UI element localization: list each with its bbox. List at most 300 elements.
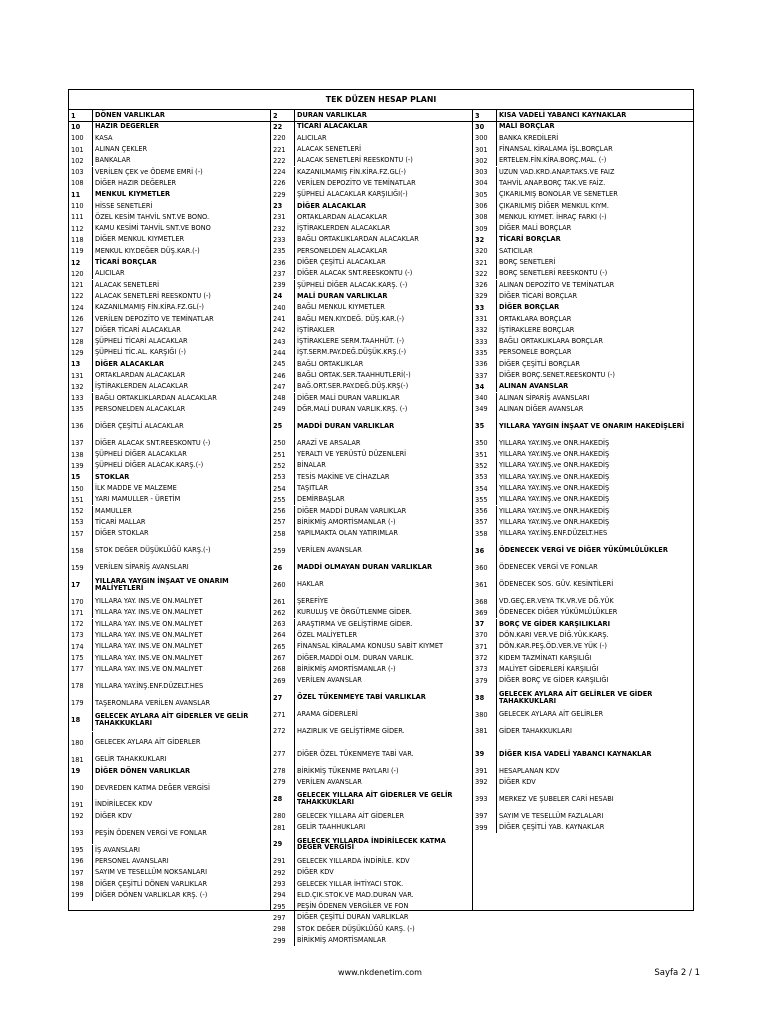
account-code: 391: [473, 765, 497, 776]
account-code: 190: [69, 777, 93, 800]
account-group-row: [271, 415, 472, 438]
account-row: [473, 517, 693, 528]
account-row: [271, 619, 472, 630]
account-row: [473, 268, 693, 279]
account-code: 173: [69, 630, 93, 641]
account-code: 291: [271, 856, 295, 867]
account-name: BİRİKMİŞ AMORTİSMANLAR (-): [297, 517, 396, 526]
account-code: 36: [473, 539, 497, 562]
account-name: ALACAK SENETLERİ REESKONTU (-): [95, 291, 211, 300]
account-name: YILLARA YAY.INŞ.ve ONR.HAKEDİŞ: [499, 472, 610, 481]
account-code: 100: [69, 133, 93, 144]
account-code: 174: [69, 641, 93, 652]
account-code: 254: [271, 483, 295, 494]
account-row: [69, 619, 270, 630]
account-row: [271, 381, 472, 392]
account-row: [271, 890, 472, 901]
account-code: 397: [473, 811, 497, 822]
account-code: 226: [271, 178, 295, 189]
account-row: [69, 178, 270, 189]
account-name: YILLARA YAY.INŞ.ve ONR.HAKEDİŞ: [499, 450, 610, 459]
account-group-row: [69, 573, 270, 596]
account-name: DÖN.KAR.PEŞ.ÖD.VER.VE YÜK (-): [499, 642, 607, 651]
account-code: 337: [473, 370, 497, 381]
account-name: ALINAN SİPARİŞ AVANSLARI: [499, 393, 590, 402]
account-code: 340: [473, 393, 497, 404]
account-row: [473, 472, 693, 483]
account-name: YILLARA YAY.INŞ.ve ONR.HAKEDİŞ: [499, 506, 610, 515]
account-name: DİĞER MALİ DURAN VARLIKLAR: [297, 393, 400, 402]
account-code: 10: [69, 121, 93, 132]
account-name: HİSSE SENETLERİ: [95, 201, 153, 210]
account-name: DÖNEN VARLIKLAR: [95, 111, 165, 120]
account-row: [69, 856, 270, 867]
account-row: [473, 811, 693, 822]
account-code: 175: [69, 652, 93, 663]
account-name: YILLARA YAY. INS.VE ON.MALIYET: [95, 642, 203, 651]
account-code: 159: [69, 562, 93, 573]
account-code: 181: [69, 754, 93, 765]
account-name: BAĞLI MENKUL KIYMETLER: [297, 303, 385, 312]
account-row: [473, 720, 693, 743]
account-name: HAZIR DEĞERLER: [95, 122, 159, 131]
account-code: 320: [473, 246, 497, 257]
account-code: 360: [473, 562, 497, 573]
account-name: STOK DEĞER DÜŞÜKLÜĞÜ KARŞ.(-): [95, 546, 211, 555]
account-code: 38: [473, 686, 497, 709]
account-code: 302: [473, 155, 497, 166]
account-code: 261: [271, 596, 295, 607]
account-name: DİĞER ALACAKLAR: [297, 201, 367, 210]
account-code: 351: [473, 449, 497, 460]
account-name: MERKEZ VE ŞUBELER CARİ HESABI: [499, 794, 614, 803]
account-code: 265: [271, 641, 295, 652]
account-name: PEŞİN ÖDENEN VERGİLER VE FON: [297, 902, 409, 911]
account-name: STOK DEĞER DÜŞÜKLÜĞÜ KARŞ. (-): [297, 924, 415, 933]
account-row: [69, 449, 270, 460]
account-name: BAĞ.ORT.SER.PAY.DEĞ.DÜŞ.KRŞ(-): [297, 382, 409, 391]
account-row: [473, 562, 693, 573]
account-code: 370: [473, 630, 497, 641]
account-group-row: [271, 200, 472, 211]
account-name: YILLARA YAY.INŞ.ve ONR.HAKEDİŞ: [499, 517, 610, 526]
account-row: [473, 347, 693, 358]
account-code: 262: [271, 607, 295, 618]
account-row: [473, 596, 693, 607]
account-code: 298: [271, 924, 295, 935]
account-code: 128: [69, 336, 93, 347]
account-code: 321: [473, 257, 497, 268]
account-row: [271, 664, 472, 675]
account-code: 120: [69, 268, 93, 279]
account-code: 331: [473, 313, 497, 324]
account-code: 252: [271, 460, 295, 471]
account-code: 191: [69, 799, 93, 810]
account-name: BAĞLI ORTAK.SER.TAAHHUTLERİ(-): [297, 371, 411, 380]
account-code: 29: [271, 833, 295, 856]
account-row: [473, 777, 693, 788]
account-row: [271, 438, 472, 449]
account-name: ÖZEL TÜKENMEYE TABİ VARLIKLAR: [297, 693, 426, 702]
account-name: DİĞER BORÇ VE GİDER KARŞILIĞI: [499, 676, 609, 685]
account-name: ŞÜPHELİ ALACAKLAR KARŞILIĞI(-): [297, 190, 408, 199]
account-name: İNDİRİLECEK KDV: [95, 800, 153, 809]
account-code: 39: [473, 743, 497, 766]
account-code: 297: [271, 912, 295, 923]
account-group-row: [473, 302, 693, 313]
account-code: 257: [271, 517, 295, 528]
account-code: 220: [271, 133, 295, 144]
account-code: 322: [473, 268, 497, 279]
account-row: [473, 641, 693, 652]
account-row: [271, 223, 472, 234]
account-name: GELECEK YILLARA AİT GİDERLER VE GELİR TAHAKKUKLARI: [297, 791, 453, 807]
account-name: TİCARİ BORÇLAR: [499, 235, 561, 244]
account-row: [473, 765, 693, 776]
account-row: [69, 325, 270, 336]
account-code: 392: [473, 777, 497, 788]
account-code: 108: [69, 178, 93, 189]
account-row: [271, 325, 472, 336]
account-row: [271, 359, 472, 370]
account-name: GELECEK AYLARA AİT GİDERLER: [95, 738, 201, 747]
account-code: 197: [69, 867, 93, 878]
account-row: [271, 867, 472, 878]
account-row: [69, 494, 270, 505]
account-row: [473, 438, 693, 449]
account-code: 336: [473, 359, 497, 370]
account-row: [69, 404, 270, 415]
account-code: 292: [271, 867, 295, 878]
account-code: 192: [69, 811, 93, 822]
account-code: 1: [69, 110, 93, 121]
account-name: DİĞER.MADDİ OLM. DURAN VARLIK.: [297, 653, 414, 662]
account-code: 256: [271, 506, 295, 517]
account-code: 309: [473, 223, 497, 234]
account-code: 199: [69, 890, 93, 901]
account-row: [271, 472, 472, 483]
account-code: 239: [271, 280, 295, 291]
account-name: ARAMA GİDERLERİ: [297, 710, 358, 719]
account-code: 355: [473, 494, 497, 505]
account-name: UZUN VAD.KRD.ANAP.TAKS.VE FAIZ: [499, 167, 615, 176]
account-code: 235: [271, 246, 295, 257]
account-code: 350: [473, 438, 497, 449]
account-name: DİĞER ALACAK SNT.REESKONTU (-): [95, 438, 211, 447]
account-code: 139: [69, 460, 93, 471]
account-row: [473, 336, 693, 347]
account-name: DİĞER ÇEŞİTLİ DURAN VARLIKLAR: [297, 913, 409, 922]
account-name: MAMULLER: [95, 506, 132, 515]
account-name: SATICILAR: [499, 246, 533, 255]
account-code: 132: [69, 381, 93, 392]
account-row: [271, 901, 472, 912]
account-name: GELİR TAHAKKUKLARI: [95, 755, 167, 764]
account-name: PERSONEL AVANSLARI: [95, 856, 169, 865]
account-code: 101: [69, 144, 93, 155]
account-row: [69, 641, 270, 652]
account-code: 304: [473, 178, 497, 189]
account-row: [271, 494, 472, 505]
column-fixed-assets: [271, 110, 473, 945]
account-row: [271, 517, 472, 528]
account-row: [473, 822, 693, 833]
account-code: 250: [271, 438, 295, 449]
account-name: ALACAK SENETLERİ REESKONTU (-): [297, 156, 413, 165]
account-name: TAHVİL ANAP.BORÇ TAK.VE FAİZ.: [499, 178, 606, 187]
account-row: [271, 347, 472, 358]
account-row: [69, 234, 270, 245]
account-name: BORÇ VE GİDER KARŞILIKLARI: [499, 619, 611, 628]
account-name: PERSONELE BORÇLAR: [499, 348, 572, 357]
account-code: 303: [473, 167, 497, 178]
account-name: DURAN VARLIKLAR: [297, 111, 367, 120]
account-code: 34: [473, 381, 497, 392]
account-name: KIDEM TAZMİNATI KARŞILIĞI: [499, 653, 592, 662]
account-code: 379: [473, 675, 497, 686]
account-code: 11: [69, 189, 93, 200]
account-name: ŞÜPHELİ DİĞER ALACAKLAR: [95, 450, 187, 459]
account-name: YILLARA YAY. INS.VE ON.MALIYET: [95, 597, 203, 606]
account-name: İŞTİRAKLERDEN ALACAKLAR: [95, 382, 189, 391]
account-name: BİRİKMİŞ AMORTİSMANLAR: [297, 936, 386, 945]
account-name: DİĞER MENKUL KIYMETLER: [95, 235, 185, 244]
account-row: [473, 483, 693, 494]
account-row: [271, 313, 472, 324]
account-name: BANKALAR: [95, 156, 131, 165]
account-row: [69, 777, 270, 800]
account-code: 19: [69, 765, 93, 776]
account-name: ÖZEL MALİYETLER: [297, 630, 358, 639]
account-row: [473, 246, 693, 257]
account-name: MENKUL KIYMET. İHRAÇ FARKI (-): [499, 212, 607, 221]
account-code: 195: [69, 845, 93, 856]
account-row: [69, 415, 270, 438]
account-name: DİĞER ÖZEL TÜKENMEYE TABİ VAR.: [297, 749, 414, 758]
account-code: 333: [473, 336, 497, 347]
account-name: FİNANSAL KİRALAMA KONUSU SABİT KIYMET: [297, 642, 444, 651]
account-code: 380: [473, 709, 497, 720]
account-row: [69, 867, 270, 878]
account-code: 129: [69, 347, 93, 358]
account-row: [69, 167, 270, 178]
account-row: [69, 562, 270, 573]
account-row: [69, 370, 270, 381]
account-code: 358: [473, 528, 497, 539]
account-name: GELECEK YILLARDA İNDİRİLECEK KATMA DEĞER VERGİSİ: [297, 836, 446, 852]
account-code: 294: [271, 890, 295, 901]
account-code: 233: [271, 234, 295, 245]
account-name: YILLARA YAYGIN İNŞAAT VE ONARIM MALİYETLERİ: [95, 576, 229, 592]
account-name: SAYIM VE TESELLÜM NOKSANLARI: [95, 868, 208, 877]
account-group-row: [473, 743, 693, 766]
account-row: [473, 494, 693, 505]
account-code: 37: [473, 619, 497, 630]
account-code: 272: [271, 720, 295, 743]
account-name: İŞT.SERM.PAY.DEĞ.DÜŞÜK.KRŞ.(-): [297, 348, 407, 357]
account-name: ALINAN ÇEKLER: [95, 145, 148, 154]
account-row: [69, 675, 270, 698]
account-row: [473, 370, 693, 381]
account-code: 242: [271, 325, 295, 336]
account-row: [69, 336, 270, 347]
account-row: [271, 675, 472, 686]
account-name: ORTAKLARDAN ALACAKLAR: [297, 212, 388, 221]
account-name: BİRİKMİŞ TÜKENME PAYLARI (-): [297, 766, 399, 775]
account-name: HAKLAR: [297, 580, 324, 589]
account-code: 259: [271, 539, 295, 562]
account-name: YILLARA YAY.INŞ.ve ONR.HAKEDİŞ: [499, 495, 610, 504]
account-code: 236: [271, 257, 295, 268]
account-code: 111: [69, 212, 93, 223]
account-name: ŞÜPHELİ TİC.AL. KARŞIĞI (-): [95, 348, 186, 357]
table-title: TEK DÜZEN HESAP PLANI: [69, 90, 693, 110]
account-name: GELECEK YILLAR İHTİYACI STOK.: [297, 879, 404, 888]
account-name: MADDİ OLMAYAN DURAN VARLIKLAR: [297, 563, 433, 572]
account-row: [271, 246, 472, 257]
account-code: 133: [69, 393, 93, 404]
account-name: ORTAKLARDAN ALACAKLAR: [95, 371, 186, 380]
account-row: [271, 212, 472, 223]
account-name: BORÇ SENETLERİ REESKONTU (-): [499, 269, 608, 278]
account-code: 368: [473, 596, 497, 607]
account-row: [69, 393, 270, 404]
account-code: 131: [69, 370, 93, 381]
account-code: 172: [69, 619, 93, 630]
account-name: TİCARİ ALACAKLAR: [297, 122, 368, 131]
account-code: 122: [69, 291, 93, 302]
account-row: [69, 155, 270, 166]
account-code: 22: [271, 121, 295, 132]
account-code: 240: [271, 302, 295, 313]
account-row: [69, 291, 270, 302]
account-row: [271, 155, 472, 166]
account-group-row: [69, 472, 270, 483]
account-name: YILLARA YAY.INŞ.ve ONR.HAKEDİŞ: [499, 484, 610, 493]
account-row: [69, 811, 270, 822]
account-name: KAZANILMAMIŞ FİN.KİRA.FZ.GL(-): [95, 303, 204, 312]
account-name: DİĞER ÇEŞİTLİ ALACAKLAR: [95, 421, 184, 430]
account-row: [69, 347, 270, 358]
account-group-row: [473, 415, 693, 438]
account-code: 2: [271, 110, 295, 121]
account-row: [69, 302, 270, 313]
account-name: HAZIRLIK VE GELİŞTİRME GİDER.: [297, 727, 405, 736]
account-code: 180: [69, 732, 93, 755]
account-group-row: [69, 709, 270, 732]
account-name: GELECEK AYLARA AİT GİDERLER VE GELİR TAHAKKUKLARI: [95, 712, 249, 728]
account-name: BAĞLI ORTAKLIKLARDAN ALACAKLAR: [95, 393, 217, 402]
account-code: 222: [271, 155, 295, 166]
account-row: [473, 189, 693, 200]
account-code: 278: [271, 765, 295, 776]
account-name: TAŞITLAR: [297, 484, 329, 493]
account-name: SAYIM VE TESELLÜM FAZLALARI: [499, 811, 604, 820]
account-code: 150: [69, 483, 93, 494]
account-group-row: [69, 121, 270, 132]
account-name: DİĞER TİCARİ BORÇLAR: [499, 291, 578, 300]
account-name: YILLARA YAY. INS.VE ON.MALIYET: [95, 653, 203, 662]
account-group-row: [69, 359, 270, 370]
account-row: [473, 630, 693, 641]
account-row: [271, 449, 472, 460]
account-name: ERTELEN.FİN.KİRA.BORÇ.MAL. (-): [499, 156, 607, 165]
account-name: KURULUŞ VE ÖRGÜTLENME GİDER.: [297, 608, 412, 617]
account-row: [473, 506, 693, 517]
account-row: [69, 732, 270, 755]
account-group-row: [271, 562, 472, 573]
account-name: DİĞER ALACAK SNT.REESKONTU (-): [297, 269, 413, 278]
account-row: [271, 268, 472, 279]
account-name: ALINAN DİĞER AVANSLAR: [499, 404, 584, 413]
account-code: 293: [271, 878, 295, 889]
account-name: ALACAK SENETLERİ: [95, 280, 160, 289]
account-code: 329: [473, 291, 497, 302]
account-row: [69, 313, 270, 324]
account-row: [69, 438, 270, 449]
account-group-row: [271, 686, 472, 709]
account-code: 241: [271, 313, 295, 324]
account-row: [271, 630, 472, 641]
account-code: 332: [473, 325, 497, 336]
account-name: BAĞLI ORTAKLIKLARDAN ALACAKLAR: [297, 235, 419, 244]
account-row: [473, 788, 693, 811]
account-row: [473, 291, 693, 302]
account-name: VERİLEN AVANSLAR: [297, 546, 362, 555]
account-code: 260: [271, 573, 295, 596]
account-code: 269: [271, 675, 295, 686]
account-row: [271, 822, 472, 833]
account-row: [271, 370, 472, 381]
account-name: TİCARİ MALLAR: [95, 517, 146, 526]
account-row: [473, 223, 693, 234]
account-name: İŞ AVANSLARI: [95, 845, 140, 854]
account-group-row: [271, 788, 472, 811]
account-code: 198: [69, 878, 93, 889]
column-short-term-liabilities: [473, 110, 693, 910]
account-name: DİĞER ALACAKLAR: [95, 359, 165, 368]
account-name: MALİ BORÇLAR: [499, 122, 555, 131]
column-current-assets: [69, 110, 271, 910]
account-code: 27: [271, 686, 295, 709]
account-name: BİRİKMİŞ AMORTİSMANLAR (-): [297, 664, 396, 673]
account-code: 177: [69, 664, 93, 675]
account-row: [271, 404, 472, 415]
account-row: [271, 709, 472, 720]
account-code: 110: [69, 200, 93, 211]
account-code: 258: [271, 528, 295, 539]
account-name: KAZANILMAMIŞ FİN.KİRA.FZ.GL(-): [297, 167, 406, 176]
account-name: DĞR.MALİ DURAN VARLIK.KRŞ. (-): [297, 404, 408, 413]
account-name: İLK MADDE VE MALZEME: [95, 484, 177, 493]
account-code: 232: [271, 223, 295, 234]
account-code: 112: [69, 223, 93, 234]
account-code: 119: [69, 246, 93, 257]
account-row: [271, 336, 472, 347]
account-name: YILLARA YAY. INS.VE ON.MALIYET: [95, 619, 203, 628]
account-name: MENKUL KIY.DEĞER DÜŞ.KAR.(-): [95, 246, 200, 255]
account-name: VERİLEN DEPOZİTO VE TEMİNATLAR: [297, 178, 416, 187]
account-name: ALICILAR: [297, 133, 327, 142]
account-row: [473, 709, 693, 720]
account-code: 18: [69, 709, 93, 732]
account-code: 126: [69, 313, 93, 324]
account-code: 28: [271, 788, 295, 811]
account-row: [473, 155, 693, 166]
account-name: BAĞLI ORTAKLIKLAR: [297, 359, 364, 368]
account-name: DİĞER ÇEŞİTLİ DÖNEN VARLIKLAR: [95, 879, 208, 888]
page-number: Sayfa 2 / 1: [654, 968, 700, 978]
